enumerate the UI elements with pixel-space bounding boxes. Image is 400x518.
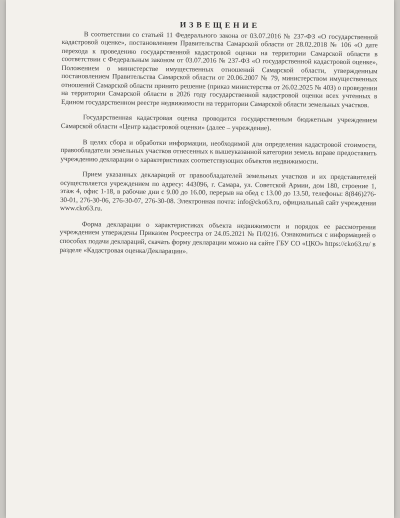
paragraph-institution: Государственная кадастровая оценка проводится государственным бюджетным учреждением Самарской области «Центр кадастровой оценки» (далее – учреждение). (60, 114, 377, 133)
document-body (59, 20, 378, 265)
paragraph-legal-basis: В соответствии со статьей 11 Федерального закона от 03.07.2016 № 237-ФЗ «О государственной кадастровой оценке», постановлением Правительства Самарской области от 28.02.2018 № 106 «О дате перехода к проведению государственной кадастровой оценки на территории Самарской области в соответствии с Федеральным законом от 03.07.2016 № 237-ФЗ «О государственной кадастровой оценке», Положением о министерстве имущественных отношений Самарской области, утвержденным постановлением Правительства Самарской области от 20.06.2007 № 79, министерством имущественных отношений Самарской области принято решение (приказ министерства от 26.02.2025 № 403) о проведении на территории Самарской области в 2026 году государственной кадастровой оценки всех учтенных в Едином государственном реестре недвижимости на территории Самарской области земельных участков. (61, 30, 378, 110)
paragraph-contacts: Прием указанных деклараций от правообладателей земельных участков и их представителей осуществляется учреждением по адресу: 443096, г. Самара, ул. Советской Армии, дом 180, строение 1, этаж 4, офис 1-18, в рабочие дни с 9.00 до 16.00, перерыв на обед с 13.00 до 13.50, телефоны: 8(846)276-30-01, 276-30-06, 276-30-07, 276-30-08. Электронная почта: info@cko63.ru, официальный сайт учреждения www.cko63.ru. (59, 171, 377, 213)
document-title: ИЗВЕЩЕНИЕ (179, 20, 261, 31)
paragraph-declarations: В целях сбора и обработки информации, необходимой для определения кадастровой стоимости, правообладатели земельных участков отнесенных к вышеуказанной категории земель вправе предоставить учреждению декларации о характеристиках соответствующих объектов недвижимости. (60, 138, 377, 166)
paragraph-declaration-form: Форма декларации о характеристиках объекта недвижимости и порядок ее рассмотрения учреждением утверждены Приказом Росреестра от 24.05.2021 № П/0216. Ознакомиться с информацией о способах подачи деклараций, скачать форму декларации можно на сайте ГБУ СО «ЦКО» https://cko63.ru/ в разделе «Кадастровая оценка/Декларации». (59, 221, 376, 255)
document-page (6, 0, 394, 518)
